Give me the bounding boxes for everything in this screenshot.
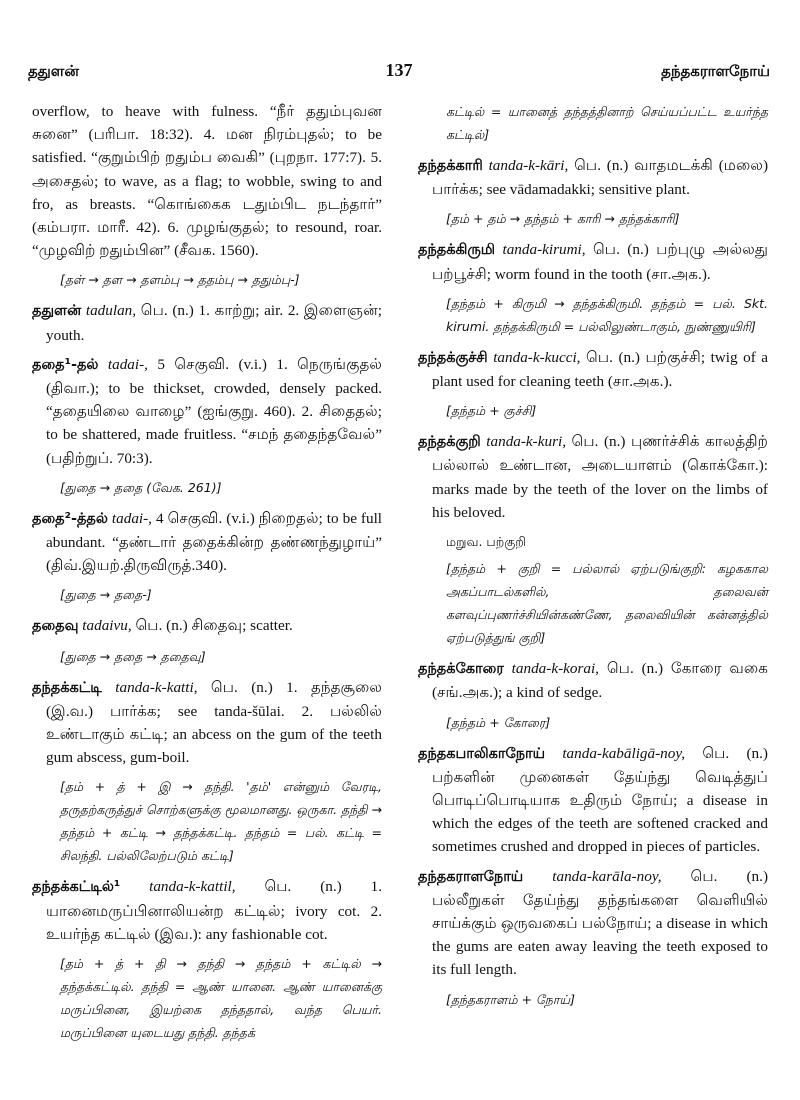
definition: 5 செகுவி. (v.i.) 1. நெருங்குதல் (திவா.); to be thickset, crowded, densely packed. “ததையிலை வாழை” (ஐங்குறு. 460). 2. சிதைதல்; to be shattered, made fruitless. “சமந் ததைந்தவேல்” (பதிற்றுப். 70:3). bbox=[46, 355, 383, 467]
synonym-note: மறுவ. பற்குறி bbox=[446, 534, 527, 550]
headword: தந்தகபாலிகாநோய் bbox=[418, 745, 546, 762]
transliteration: tadaivu, bbox=[82, 617, 132, 635]
transliteration: tanda-karāla-noy, bbox=[552, 867, 662, 885]
etymology-note: [தந்தம் + கோரை] bbox=[446, 714, 551, 730]
etymology-note: [தந்தம் + குறி = பல்லால் ஏற்படுங்குறி: கழககால அகப்பாடல்களில், தலைவன் களவுப்புணர்ச்சியின்கண்ணே, தலைவியின் கன்னத்தில் ஏற்படுத்துங் குறி] bbox=[446, 561, 768, 646]
dictionary-entry bbox=[418, 430, 768, 524]
dictionary-entry bbox=[418, 865, 768, 982]
definition: பெ. (n.) பற்குச்சி; twig of a plant used for cleaning teeth (சா.அக.). bbox=[432, 348, 769, 391]
definition: பெ. (n.) 1. யானைமருப்பினாலியன்ற கட்டில்; ivory cot. 2. உயர்ந்த கட்டில் (இவ.): any fashionable cot. bbox=[46, 878, 382, 943]
headword: ததை¹-தல் bbox=[32, 356, 99, 373]
transliteration: tanda-kabāligā-noy, bbox=[562, 744, 686, 762]
headword: தந்தகராளநோய் bbox=[418, 868, 524, 885]
header-left-guideword: ததுளன் bbox=[28, 62, 79, 80]
page-number: 137 bbox=[385, 60, 413, 80]
dictionary-entry bbox=[32, 299, 382, 346]
transliteration: tanda-kirumi, bbox=[502, 241, 586, 259]
transliteration: tanda-k-korai, bbox=[511, 660, 599, 678]
definition: 4 செகுவி. (v.i.) நிறைதல்; to be full abundant. “தண்டார் ததைக்கின்ற தண்ணந்துழாய்” (திவ்.இயற்.திருவிருத்.340). bbox=[46, 509, 383, 575]
transliteration: tanda-k-kāri, bbox=[488, 157, 569, 174]
headword: ததுளன் bbox=[32, 303, 82, 320]
definition: பெ. (n.) பற்புழு அல்லது பற்பூச்சி; worm found in the tooth (சா.அக.). bbox=[432, 241, 769, 283]
etymology-note: [தள் → தள → தளம்பு → ததம்பு → ததும்பு-] bbox=[60, 272, 300, 288]
headword: தந்தக்குச்சி bbox=[418, 349, 488, 366]
dictionary-entry bbox=[418, 238, 768, 285]
headword: தந்தக்கோரை bbox=[418, 661, 504, 678]
dictionary-entry bbox=[418, 154, 768, 201]
etymology-note: [துதை → ததை (வேக. 261)] bbox=[60, 479, 222, 495]
etymology-note: கட்டில் = யானைத் தந்தத்தினாற் செய்யப்பட்ட உயர்ந்த கட்டில்] bbox=[446, 104, 768, 142]
etymology-note: [தம் + த் + தி → தந்தி → தந்தம் + கட்டில் → தந்தக்கட்டில். தந்தி = ஆண் யானை. ஆண் யானைக்கு மருப்பினை, இயற்கை தந்ததால், வந்த பெயர். மருப்பினை யுடையது தந்தி. தந்தக் bbox=[60, 956, 382, 1041]
headword: தந்தக்காரி bbox=[418, 158, 483, 174]
left-column bbox=[32, 100, 382, 1052]
etymology-note: [தம் + த் + இ → தந்தி. 'தம்' என்னும் வேரடி, தருதற்கருத்துச் சொற்களுக்கு மூலமானது. ஒருகா. தந்தி → தந்தம் + கட்டி → தந்தக்கட்டி. தந்தம் = பல். கட்டி = சிலந்தி. பல்லிலேற்படும் கட்டி] bbox=[60, 779, 382, 864]
etymology-note: [தம் + தம் → தந்தம் + காரி → தந்தக்காரி] bbox=[446, 211, 680, 227]
page-header bbox=[28, 62, 770, 92]
definition: பெ. (n.) 1. காற்று; air. 2. இளைஞன்; youth. bbox=[46, 302, 383, 344]
dictionary-entry bbox=[32, 507, 382, 578]
definition: பெ. (n.) சிதைவு; scatter. bbox=[135, 617, 293, 635]
definition: பெ. (n.) வாதமடக்கி (மலை) பார்க்க; see vādamadakki; sensitive plant. bbox=[432, 157, 769, 199]
transliteration: tadai-, bbox=[111, 509, 152, 527]
etymology-note: [தந்தம் + குச்சி] bbox=[446, 403, 537, 419]
headword: தந்தக்குறி bbox=[418, 434, 481, 451]
etymology-note: [துதை → ததை → ததைவு] bbox=[60, 648, 206, 664]
headword: ததைவு bbox=[32, 618, 79, 635]
transliteration: tanda-k-katti, bbox=[115, 678, 198, 696]
dictionary-entry bbox=[32, 875, 382, 946]
dictionary-entry bbox=[418, 742, 768, 859]
dictionary-entry bbox=[418, 657, 768, 704]
definition: பெ. (n.) பற்களின் முனைகள் தேய்ந்து வெடித்துப் பொடிப்பொடியாக உதிரும் நோய்; a disease in which the edges of the teeth are softened cracked and sometimes crushed and dropped in pieces of particles. bbox=[432, 744, 768, 856]
header-right-guideword: தந்தகராளநோய் bbox=[661, 62, 770, 80]
transliteration: tadai-, bbox=[107, 355, 148, 373]
definition: பெ. (n.) கோரை வகை (சங்.அக.); a kind of sedge. bbox=[432, 660, 769, 702]
right-column bbox=[418, 100, 768, 1019]
headword: தந்தக்கிருமி bbox=[418, 242, 496, 259]
etymology-note: [தந்தகராளம் + நோய்] bbox=[446, 991, 575, 1007]
headword: ததை²-த்தல் bbox=[32, 510, 108, 527]
dictionary-entry bbox=[32, 614, 382, 638]
transliteration: tanda-k-kattil, bbox=[149, 878, 236, 896]
headword: தந்தக்கட்டில்¹ bbox=[32, 879, 121, 896]
etymology-note: [தந்தம் + கிருமி → தந்தக்கிருமி. தந்தம் = பல். Skt. kirumi. தந்தக்கிருமி = பல்லிலுண்டாகும், நுண்ணுயிரி] bbox=[446, 295, 768, 334]
dictionary-entry bbox=[32, 676, 382, 770]
etymology-note: [துதை → ததை-] bbox=[60, 587, 152, 603]
definition: பெ. (n.) 1. தந்தசூலை (இ.வ.) பார்க்க; see tanda-šūlai. 2. பல்லில் உண்டாகும் கட்டி; an abcess on the gum of the teeth gum abscess, gum-boil. bbox=[46, 678, 383, 767]
transliteration: tadulan, bbox=[85, 302, 137, 320]
definition: பெ. (n.) புணர்ச்சிக் காலத்திற் பல்லால் உண்டான, அடையாளம் (கொக்கோ.): marks made by the teeth of the lover on the limbs of his beloved. bbox=[432, 433, 769, 521]
headword: தந்தக்கட்டி bbox=[32, 679, 102, 696]
transliteration: tanda-k-kuri, bbox=[486, 433, 566, 451]
dictionary-entry bbox=[32, 353, 382, 470]
definition: பெ. (n.) பல்லீறுகள் தேய்ந்து தந்தங்களை வெளியில் சாய்க்கும் ஒருவகைப் பல்நோய்; a disease in which the gums are eaten away leaving the teeth exposed to its full length. bbox=[432, 867, 768, 979]
transliteration: tanda-k-kucci, bbox=[493, 348, 581, 366]
entry-continuation: overflow, to heave with fulness. “நீர் ததும்புவன சுனை” (பரிபா. 18:32). 4. மன நிரம்புதல்; to be satisfied. “குறும்பிற் றதும்ப வைகி” (புறநா. 177:7). 5. அசைதல்; to wave, as a flag; to wobble, swing to and fro, as breasts. “கொங்கைக டதும்பிட நடந்தார்” (கம்பரா. மாரீ. 42). 6. முழங்குதல்; to resound, roar. “முழவிற் றதும்பின” (சீவக. 1560). bbox=[32, 103, 382, 260]
dictionary-entry bbox=[418, 346, 768, 393]
